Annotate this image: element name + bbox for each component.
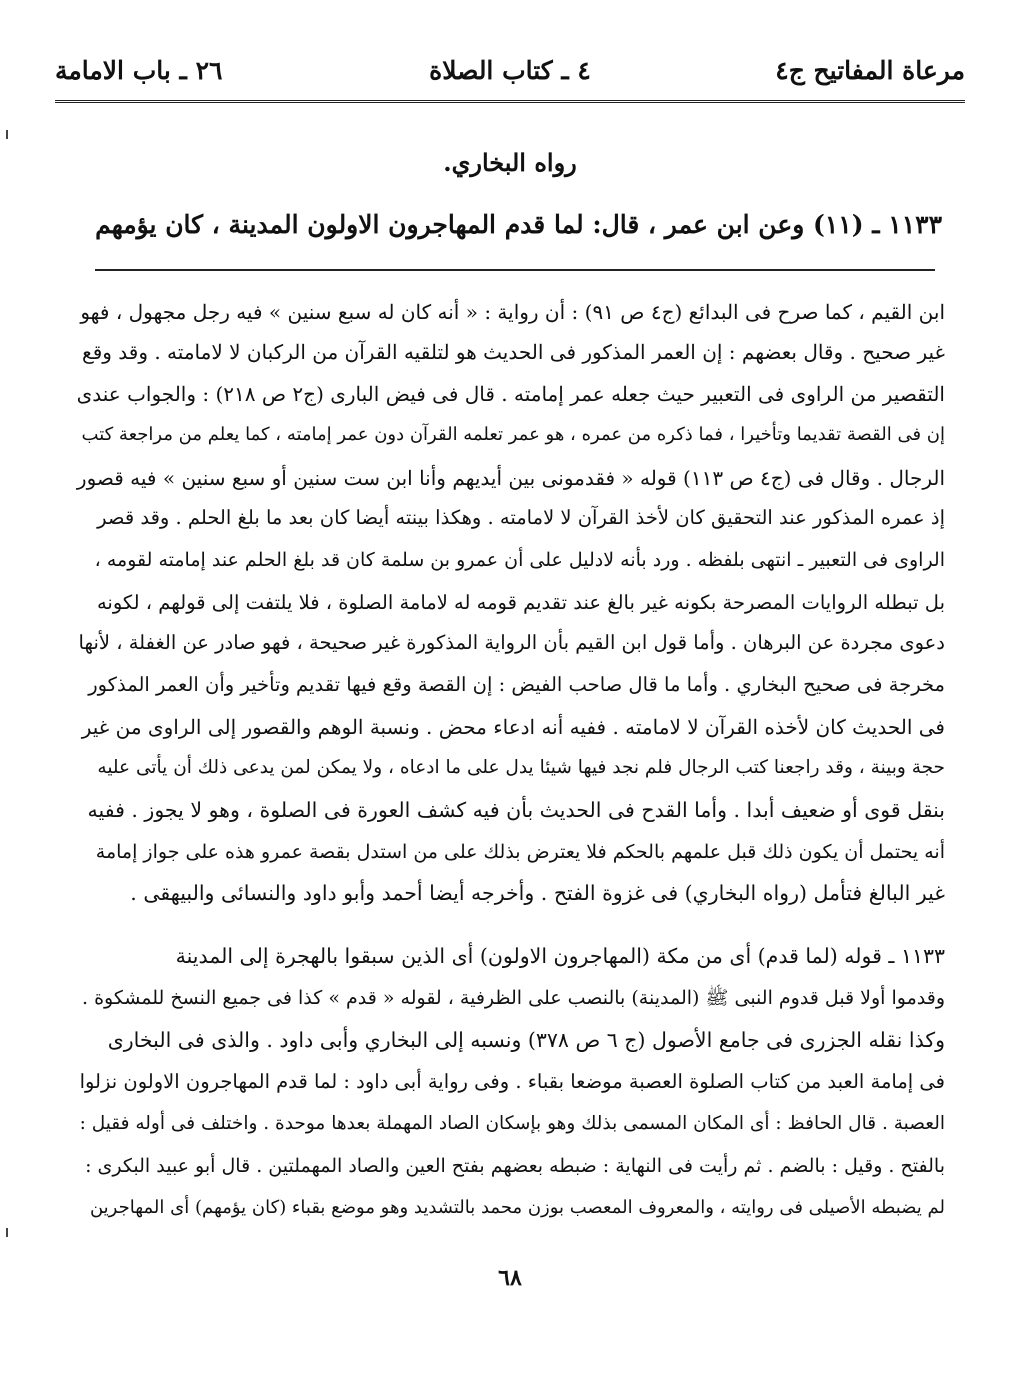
commentary-line: العصبة . قال الحافظ : أى المكان المسمى بذلك وهو بإسكان الصاد المهملة بعدها موحدة . واختلف فى أوله فقيل : bbox=[79, 1113, 945, 1134]
commentary-line: دعوى مجردة عن البرهان . وأما قول ابن القيم بأن الرواية المذكورة غير صحيحة ، فهو صادر عن الغفلة ، لأنها bbox=[78, 631, 945, 654]
commentary-line: ١١٣٣ ـ قوله (لما قدم) أى من مكة (المهاجرون الاولون) أى الذين سبقوا بالهجرة إلى المدينة bbox=[175, 944, 945, 968]
page-number: ٦٨ bbox=[498, 1265, 522, 1291]
commentary-line: فى إمامة العبد من كتاب الصلوة العصبة موضعا بقباء . وفى رواية أبى داود : لما قدم المهاجرون الاولون نزلوا bbox=[79, 1070, 945, 1093]
commentary-line: فى الحديث كان لأخذه القرآن لا لامامته . ففيه أنه ادعاء محض . ونسبة الوهم والقصور إلى الراوى من غير bbox=[81, 715, 945, 739]
hadith-text: ١١٣٣ ـ (١١) وعن ابن عمر ، قال: لما قدم المهاجرون الاولون المدينة ، كان يؤمهم bbox=[95, 210, 942, 239]
header-section: ٢٦ ـ باب الامامة bbox=[55, 56, 223, 85]
commentary-line: التقصير من الراوى فى التعبير حيث جعله عمر إمامته . قال فى فيض البارى (ج٢ ص ٢١٨) : والجواب عندى bbox=[76, 382, 945, 406]
commentary-line: وكذا نقله الجزرى فى جامع الأصول (ج ٦ ص ٣٧٨) ونسبه إلى البخاري وأبى داود . والذى فى البخارى bbox=[107, 1028, 945, 1052]
commentary-line: بنقل قوى أو ضعيف أبدا . وأما القدح فى الحديث بأن فيه كشف العورة فى الصلوة ، وهو لا يجوز . ففيه bbox=[87, 798, 945, 822]
commentary-line: إن فى القصة تقديما وتأخيرا ، فما ذكره من عمره ، هو عمر تعلمه القرآن دون عمر إمامته ، كما يعلم من مراجعة كتب bbox=[81, 424, 945, 445]
commentary-line: الرجال . وقال فى (ج٤ ص ١١٣) قوله « فقدمونى بين أيديهم وأنا ابن ست سنين أو سبع سنين » فيه قصور bbox=[76, 466, 945, 490]
scan-speck bbox=[6, 1228, 8, 1237]
running-header bbox=[55, 50, 965, 103]
commentary-line: ابن القيم ، كما صرح فى البدائع (ج٤ ص ٩١) : أن رواية : « أنه كان له سبع سنين » فيه رجل مجهول ، فهو bbox=[80, 300, 945, 324]
commentary-line: حجة وبينة ، وقد راجعنا كتب الرجال فلم نجد فيها شيئا يدل على ما ادعاه ، ولا يمكن لمن يدعى ذلك أن يأتى عليه bbox=[97, 757, 945, 778]
header-chapter: ٤ ـ كتاب الصلاة bbox=[429, 56, 591, 85]
commentary-line: لم يضبطه الأصيلى فى روايته ، والمعروف المعصب بوزن محمد بالتشديد وهو موضع بقباء (كان يؤمهم) أى المهاجرين bbox=[89, 1197, 945, 1218]
commentary-line: مخرجة فى صحيح البخاري . وأما ما قال صاحب الفيض : إن القصة وقع فيها تقديم وتأخير وأن العمر المذكور bbox=[88, 673, 945, 696]
header-book-title: مرعاة المفاتيح ج٤ bbox=[775, 56, 965, 85]
scan-speck bbox=[6, 130, 8, 139]
narration-note: رواه البخاري. bbox=[443, 148, 577, 177]
commentary-line: الراوى فى التعبير ـ انتهى بلفظه . ورد بأنه لادليل على أن عمرو بن سلمة كان قد بلغ الحلم عند إمامته لقومه ، bbox=[94, 549, 945, 571]
commentary-line: غير البالغ فتأمل (رواه البخاري) فى غزوة الفتح . وأخرجه أيضا أحمد وأبو داود والنسائى والبيهقى . bbox=[130, 881, 945, 905]
commentary-line: وقدموا أولا قبل قدوم النبى ﷺ (المدينة) بالنصب على الظرفية ، لقوله « قدم » كذا فى جميع النسخ للمشكوة . bbox=[81, 987, 945, 1009]
commentary-line: بالفتح . وقيل : بالضم . ثم رأيت فى النهاية : ضبطه بعضهم بفتح العين والصاد المهملتين . قال أبو عبيد البكرى : bbox=[85, 1155, 945, 1177]
commentary-line: بل تبطله الروايات المصرحة بكونه غير بالغ عند تقديم قومه له لامامة الصلوة ، فلا يلتفت إلى قولهم ، لكونه bbox=[96, 591, 945, 614]
commentary-line: غير صحيح . وقال بعضهم : إن العمر المذكور فى الحديث هو لتلقيه القرآن من الركبان لا لامامته . وقد وقع bbox=[82, 340, 945, 364]
commentary-line: إذ عمره المذكور عند التحقيق كان لأخذ القرآن لا لامامته . وهكذا بينته أيضا كان بعد ما بلغ الحلم . وقد قصر bbox=[97, 506, 945, 529]
commentary-line: أنه يحتمل أن يكون ذلك قبل علمهم بالحكم فلا يعترض بذلك على من استدل بقصة عمرو هذه على جواز إمامة bbox=[95, 841, 945, 863]
separator-rule bbox=[95, 269, 935, 271]
